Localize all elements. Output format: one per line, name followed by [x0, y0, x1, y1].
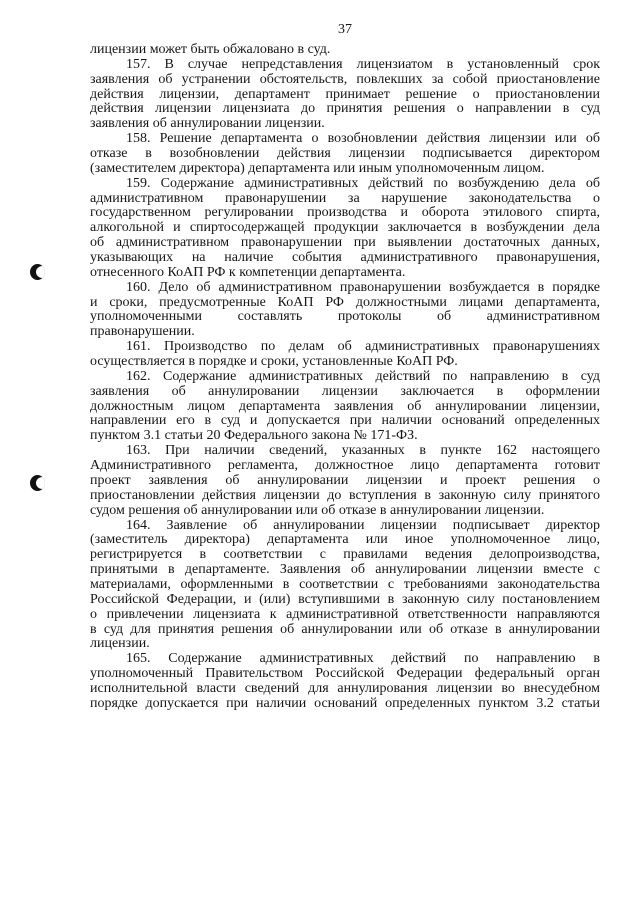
text-line: уполномоченными составлять протоколы об административном — [90, 309, 600, 325]
text-line: 160. Дело об административном правонарушении возбуждается в порядке — [126, 279, 600, 295]
text-line: Административного регламента, должностное лицо департамента готовит — [90, 458, 600, 474]
text-line: проект заявления об аннулировании лицензии и проект решения о — [90, 472, 600, 488]
text-line: лицензии может быть обжаловано в суд. — [90, 42, 331, 57]
text-line: осуществляется в порядке и сроки, установленные КоАП РФ. — [90, 354, 458, 370]
text-line: направлении его в суд и допускается при наличии оснований определенных — [90, 413, 600, 429]
text-line: заявления об аннулировании лицензии. — [90, 116, 325, 132]
text-line: 162. Содержание административных действий по направлению в суд — [126, 368, 600, 384]
paragraph — [90, 132, 600, 177]
paragraph — [90, 519, 600, 653]
text-line: лицензии. — [90, 636, 150, 652]
punch-hole-mark — [30, 475, 45, 491]
text-line: 158. Решение департамента о возобновлении действия лицензии или об — [126, 131, 600, 147]
text-line: исполнительной власти сведений для аннулирования лицензии во внесудебном — [90, 680, 600, 696]
text-line: в суд для принятия решения об аннулировании или об отказе в аннулировании — [90, 621, 600, 637]
text-line: о привлечении лицензиата к административной ответственности направляются — [90, 606, 600, 622]
text-line: регистрируется в соответствии с правилами ведения делопроизводства, — [90, 547, 600, 563]
text-line: 165. Содержание административных действий по направлению в — [126, 651, 600, 667]
text-line: (заместитель директора) департамента или иное уполномоченное лицо, — [90, 532, 600, 548]
punch-hole-mark — [30, 264, 45, 280]
paragraph — [90, 444, 600, 518]
text-line: указывающих на наличие события административного правонарушения, — [90, 250, 600, 266]
paragraph — [90, 177, 600, 281]
text-line: 164. Заявление об аннулировании лицензии подписывает директор — [126, 517, 600, 533]
paragraph — [90, 340, 600, 370]
text-line: принятыми в департаменте. Заявления об аннулировании лицензии вместе с — [90, 562, 600, 578]
text-line: правонарушении. — [90, 324, 195, 340]
paragraph — [90, 370, 600, 444]
text-line: 157. В случае непредставления лицензиатом в установленный срок — [126, 56, 600, 72]
text-line: 159. Содержание административных действий по возбуждению дела об — [126, 175, 600, 191]
text-line: административном правонарушении за нарушение законодательства о — [90, 190, 600, 206]
paragraph — [90, 43, 600, 58]
text-line: заявления об устранении обстоятельств, повлекших за собой приостановление — [90, 71, 600, 87]
document-body — [90, 43, 600, 712]
text-line: заявления об аннулировании лицензии заключается в оформлении — [90, 383, 600, 399]
text-line: и сроки, предусмотренные КоАП РФ должностными лицами департамента, — [90, 294, 600, 310]
text-line: уполномоченный Правительством Российской Федерации федеральный орган — [90, 666, 600, 682]
text-line: пунктом 3.1 статьи 20 Федерального закона № 171-ФЗ. — [90, 428, 418, 444]
text-line: порядке допускается при наличии оснований определенных пунктом 3.2 статьи — [90, 695, 600, 711]
text-line: Российской Федерации, и (или) вступившими в законную силу постановлением — [90, 591, 600, 607]
text-line: судом решения об аннулировании или об отказе в аннулировании лицензии. — [90, 502, 545, 518]
text-line: должностным лицом департамента заявления об аннулировании лицензии, — [90, 398, 600, 414]
text-line: отнесенного КоАП РФ к компетенции департамента. — [90, 264, 406, 280]
text-line: (заместителем директора) департамента или иным уполномоченным лицом. — [90, 160, 545, 176]
paragraph — [90, 281, 600, 340]
text-line: алкогольной и спиртосодержащей продукции заключается в возбуждении дела — [90, 220, 600, 236]
paragraph — [90, 652, 600, 711]
text-line: 161. Производство по делам об административных правонарушениях — [126, 339, 600, 355]
text-line: об административном правонарушении при выявлении достаточных данных, — [90, 235, 600, 251]
text-line: государственном регулировании производства и оборота этилового спирта, — [90, 205, 600, 221]
page-number: 37 — [338, 22, 352, 37]
text-line: приостановлении действия лицензии до вступления в законную силу принятого — [90, 487, 600, 503]
text-line: 163. При наличии сведений, указанных в пункте 162 настоящего — [126, 443, 600, 459]
text-line: материалами, оформленными в соответствии с требованиями законодательства — [90, 576, 600, 592]
text-line: отказе в возобновлении действия лицензии подписывается директором — [90, 146, 600, 162]
text-line: действия лицензии, департамент принимает решение о приостановлении — [90, 86, 600, 102]
paragraph — [90, 58, 600, 132]
text-line: действия лицензии лицензиата до принятия решения о направлении в суд — [90, 101, 600, 117]
